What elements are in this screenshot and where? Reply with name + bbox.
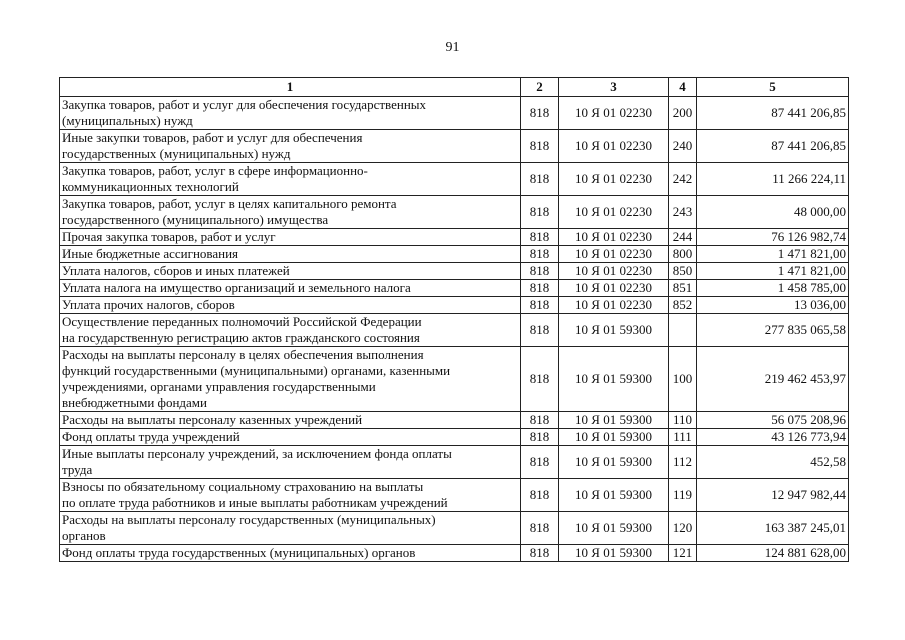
row-name-cell: Закупка товаров, работ, услуг в сфере информационно- коммуникационных технологий	[60, 163, 521, 196]
table-row	[60, 347, 849, 412]
ministry-code-cell: 818	[521, 263, 559, 280]
expense-type-cell: 851	[669, 280, 697, 297]
amount-cell: 48 000,00	[697, 196, 849, 229]
expense-type-cell: 240	[669, 130, 697, 163]
target-article-cell: 10 Я 01 02230	[559, 229, 669, 246]
target-article-cell: 10 Я 01 02230	[559, 246, 669, 263]
amount-cell: 87 441 206,85	[697, 130, 849, 163]
ministry-code-cell: 818	[521, 314, 559, 347]
column-header: 5	[697, 78, 849, 97]
ministry-code-cell: 818	[521, 347, 559, 412]
target-article-cell: 10 Я 01 02230	[559, 263, 669, 280]
amount-cell: 452,58	[697, 446, 849, 479]
amount-cell: 124 881 628,00	[697, 545, 849, 562]
column-header: 1	[60, 78, 521, 97]
expense-type-cell: 100	[669, 347, 697, 412]
column-header: 2	[521, 78, 559, 97]
amount-cell: 43 126 773,94	[697, 429, 849, 446]
row-name-cell: Расходы на выплаты персоналу государственных (муниципальных) органов	[60, 512, 521, 545]
table-row	[60, 163, 849, 196]
table-row	[60, 429, 849, 446]
table-row	[60, 130, 849, 163]
expense-type-cell: 243	[669, 196, 697, 229]
expense-type-cell: 120	[669, 512, 697, 545]
target-article-cell: 10 Я 01 59300	[559, 314, 669, 347]
target-article-cell: 10 Я 01 02230	[559, 163, 669, 196]
ministry-code-cell: 818	[521, 297, 559, 314]
ministry-code-cell: 818	[521, 479, 559, 512]
target-article-cell: 10 Я 01 02230	[559, 280, 669, 297]
row-name-cell: Осуществление переданных полномочий Российской Федерации на государственную регистрацию актов гражданского состояния	[60, 314, 521, 347]
target-article-cell: 10 Я 01 59300	[559, 512, 669, 545]
row-name-cell: Расходы на выплаты персоналу казенных учреждений	[60, 412, 521, 429]
expense-type-cell: 112	[669, 446, 697, 479]
amount-cell: 12 947 982,44	[697, 479, 849, 512]
amount-cell: 56 075 208,96	[697, 412, 849, 429]
row-name-cell: Прочая закупка товаров, работ и услуг	[60, 229, 521, 246]
table-row	[60, 545, 849, 562]
target-article-cell: 10 Я 01 59300	[559, 412, 669, 429]
target-article-cell: 10 Я 01 59300	[559, 347, 669, 412]
table-row	[60, 263, 849, 280]
amount-cell: 277 835 065,58	[697, 314, 849, 347]
ministry-code-cell: 818	[521, 446, 559, 479]
row-name-cell: Уплата налога на имущество организаций и земельного налога	[60, 280, 521, 297]
ministry-code-cell: 818	[521, 512, 559, 545]
amount-cell: 163 387 245,01	[697, 512, 849, 545]
target-article-cell: 10 Я 01 02230	[559, 196, 669, 229]
amount-cell: 87 441 206,85	[697, 97, 849, 130]
expense-type-cell: 110	[669, 412, 697, 429]
amount-cell: 1 458 785,00	[697, 280, 849, 297]
budget-table	[59, 77, 849, 562]
table-row	[60, 196, 849, 229]
amount-cell: 219 462 453,97	[697, 347, 849, 412]
row-name-cell: Иные выплаты персоналу учреждений, за исключением фонда оплаты труда	[60, 446, 521, 479]
expense-type-cell: 244	[669, 229, 697, 246]
amount-cell: 11 266 224,11	[697, 163, 849, 196]
table-row	[60, 97, 849, 130]
expense-type-cell	[669, 314, 697, 347]
target-article-cell: 10 Я 01 02230	[559, 130, 669, 163]
ministry-code-cell: 818	[521, 545, 559, 562]
row-name-cell: Фонд оплаты труда учреждений	[60, 429, 521, 446]
target-article-cell: 10 Я 01 02230	[559, 97, 669, 130]
table-row	[60, 280, 849, 297]
ministry-code-cell: 818	[521, 229, 559, 246]
row-name-cell: Расходы на выплаты персоналу в целях обеспечения выполнения функций государственными (муниципальными) органами, казенными учреждениями, органами управления государственными внебюджетными фондами	[60, 347, 521, 412]
expense-type-cell: 800	[669, 246, 697, 263]
ministry-code-cell: 818	[521, 429, 559, 446]
table-row	[60, 412, 849, 429]
target-article-cell: 10 Я 01 59300	[559, 545, 669, 562]
table-row	[60, 479, 849, 512]
row-name-cell: Уплата налогов, сборов и иных платежей	[60, 263, 521, 280]
amount-cell: 13 036,00	[697, 297, 849, 314]
row-name-cell: Закупка товаров, работ, услуг в целях капитального ремонта государственного (муниципального) имущества	[60, 196, 521, 229]
target-article-cell: 10 Я 01 59300	[559, 479, 669, 512]
column-header: 4	[669, 78, 697, 97]
expense-type-cell: 119	[669, 479, 697, 512]
ministry-code-cell: 818	[521, 246, 559, 263]
expense-type-cell: 850	[669, 263, 697, 280]
row-name-cell: Фонд оплаты труда государственных (муниципальных) органов	[60, 545, 521, 562]
ministry-code-cell: 818	[521, 97, 559, 130]
expense-type-cell: 852	[669, 297, 697, 314]
amount-cell: 76 126 982,74	[697, 229, 849, 246]
table-row	[60, 297, 849, 314]
row-name-cell: Иные закупки товаров, работ и услуг для обеспечения государственных (муниципальных) нужд	[60, 130, 521, 163]
table-row	[60, 512, 849, 545]
row-name-cell: Иные бюджетные ассигнования	[60, 246, 521, 263]
ministry-code-cell: 818	[521, 280, 559, 297]
amount-cell: 1 471 821,00	[697, 246, 849, 263]
expense-type-cell: 200	[669, 97, 697, 130]
column-header: 3	[559, 78, 669, 97]
target-article-cell: 10 Я 01 59300	[559, 446, 669, 479]
expense-type-cell: 242	[669, 163, 697, 196]
amount-cell: 1 471 821,00	[697, 263, 849, 280]
table-header-row	[60, 78, 849, 97]
expense-type-cell: 121	[669, 545, 697, 562]
row-name-cell: Уплата прочих налогов, сборов	[60, 297, 521, 314]
row-name-cell: Закупка товаров, работ и услуг для обеспечения государственных (муниципальных) нужд	[60, 97, 521, 130]
row-name-cell: Взносы по обязательному социальному страхованию на выплаты по оплате труда работников и иные выплаты работникам учреждений	[60, 479, 521, 512]
target-article-cell: 10 Я 01 59300	[559, 429, 669, 446]
ministry-code-cell: 818	[521, 130, 559, 163]
page-number: 91	[445, 40, 460, 55]
target-article-cell: 10 Я 01 02230	[559, 297, 669, 314]
expense-type-cell: 111	[669, 429, 697, 446]
table-row	[60, 446, 849, 479]
ministry-code-cell: 818	[521, 163, 559, 196]
ministry-code-cell: 818	[521, 412, 559, 429]
table-row	[60, 229, 849, 246]
table-row	[60, 246, 849, 263]
ministry-code-cell: 818	[521, 196, 559, 229]
table-row	[60, 314, 849, 347]
